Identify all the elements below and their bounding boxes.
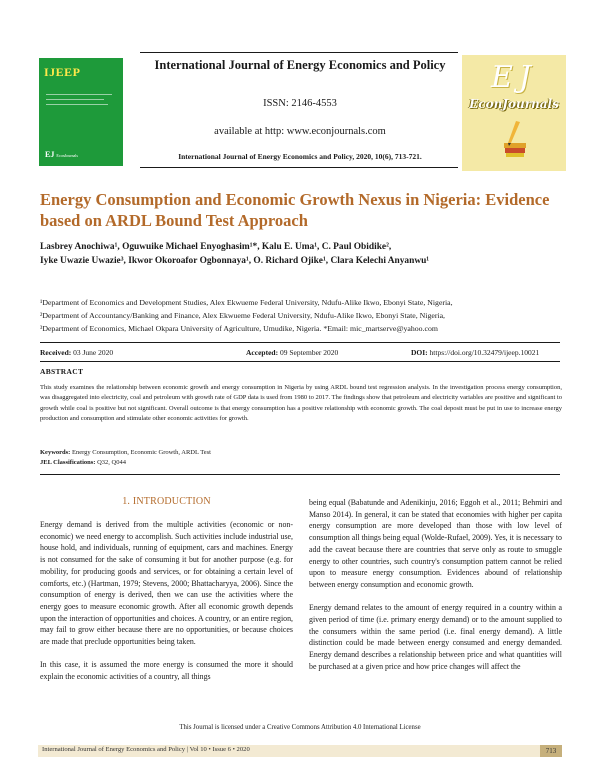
affiliation: ³Department of Economics, Michael Okpara University of Agriculture, Umudike, Nigeria. *Email: mic_martserve@yahoo.com (40, 324, 438, 333)
cover-line (46, 104, 108, 105)
right-column (309, 497, 562, 684)
cover-brand: EJ EconJournals (45, 150, 78, 159)
cover-line (46, 94, 112, 95)
meta-top-rule (40, 342, 560, 343)
issn: ISSN: 2146-4553 (263, 98, 337, 109)
affiliations (40, 296, 570, 335)
journal-cover (39, 58, 123, 166)
abstract-heading: ABSTRACT (40, 367, 84, 376)
affiliation: ¹Department of Economics and Development Studies, Alex Ekwueme Federal University, Ndufu-Alike Ikwo, Ebonyi State, Nigeria, (40, 298, 453, 307)
authors-line: Iyke Uwazie Uwazie³, Ikwor Okoroafor Ogbonnaya¹, O. Richard Ojike¹, Clara Kelechi Anyanwu¹ (40, 256, 430, 266)
license-note: This Journal is licensed under a Creative Commons Attribution 4.0 International License (179, 724, 421, 731)
left-column (40, 519, 293, 695)
authors-line: Lasbrey Anochiwa¹, Oguwuike Michael Enyoghasim¹*, Kalu E. Uma¹, C. Paul Obidike², (40, 242, 392, 252)
footer-journal-line: International Journal of Energy Economics and Policy | Vol 10 • Issue 6 • 2020 (42, 746, 250, 753)
paragraph: Energy demand is derived from the multiple activities (economic or non-economic) we need energy to accomplish. Such activities include industrial use, house hold, and individuals, running of equipment, cars and machines. Energy is not consumed for the sake of consuming it but for another purpose (e.g. for mobility, for producing goods and services, or for obtaining a certain level of comforts, etc.) (Hartman, 1979; Stevens, 2000; Bhattacharyya, 2006). Since the consumption of energy is derived, then we can use the activities where the energy goes to measure economic growth. After all economic growth depends upon the interaction of opportunities and choices. A country, or an entire region, may fail to grow either because there are no opportunities, or because choices are made that preclude opportunities being taken. (40, 520, 293, 647)
citation: International Journal of Energy Economics and Policy, 2020, 10(6), 713-721. (178, 152, 422, 161)
keywords-block: Keywords: Energy Consumption, Economic Growth, ARDL Test JEL Classifications: Q32, Q044 (40, 449, 211, 467)
paragraph: In this case, it is assumed the more energy is consumed the more it should explain the economic activities of a country, all things (40, 660, 293, 682)
accepted-date: Accepted: 09 September 2020 (246, 348, 339, 357)
journal-title: International Journal of Energy Economics and Policy (154, 58, 446, 72)
abstract-rule (40, 474, 560, 475)
meta-bottom-rule (40, 361, 560, 362)
header-top-rule (140, 52, 458, 53)
received-date: Received: 03 June 2020 (40, 348, 114, 357)
page-footer (38, 745, 562, 757)
affiliation: ²Department of Accountancy/Banking and Finance, Alex Ekwueme Federal University, Ndufu-Alike Ikwo, Ebonyi State, Nigeria, (40, 311, 445, 320)
section-heading: 1. INTRODUCTION (122, 496, 211, 507)
paragraph: Energy demand relates to the amount of energy required in a country within a given period of time (i.e. primary energy demand) or to the amount supplied to the consumers within the same period (i.e. final energy demand). A little distinction could be made between energy consumed and energy demanded. Energy demand describes a relationship between price and what quantities will be purchased at a given price and how price changes will affect the (309, 603, 562, 671)
cover-line (46, 99, 104, 100)
cover-title: IJEEP (44, 65, 81, 79)
doi[interactable]: DOI: https://doi.org/10.32479/ijeep.10021 (411, 348, 540, 357)
logo-mark: EJ (491, 60, 537, 95)
author-list (40, 240, 570, 268)
page-number: 713 (540, 745, 562, 757)
logo-brand: EconJournals (469, 97, 559, 111)
econjournals-logo (462, 55, 566, 171)
paper-title: Energy Consumption and Economic Growth Nexus in Nigeria: Evidence based on ARDL Bound Test Approach (40, 190, 550, 230)
pencil-books-icon (500, 119, 530, 159)
availability-link[interactable]: available at http: www.econjournals.com (214, 126, 386, 137)
header-bottom-rule (140, 167, 458, 168)
abstract-text: This study examines the relationship between economic growth and energy consumption in Nigeria by using ARDL bound test regression analysis. In the investigation process energy consumption, was disaggregated into electricity, coal and petroleum with growth rate of GDP data is used from 1980 to 2017. The findings show that petroleum and electricity variables are positive and significant to growth while coal is positive but not significant. Overall outcome is that energy consumption has a positive relationship with economic growth. The coal deposit must be put in use to increase energy production and consumption and stimulate other economic activities for growth. (40, 384, 562, 423)
paragraph: being equal (Babatunde and Adenikinju, 2016; Eggoh et al., 2011; Behmiri and Manso 2014). In general, it can be stated that economies with higher per capita energy consumption are more developed than those with low level of consumption all things being equal (Wolde-Rufael, 2009). Yes, it is necessary to add the caveat because there are countries that serve only as route to smuggle energy to other countries, such country's consumption pattern cannot be relied upon to measure energy consumption. Evidences abound of relationship between energy consumption and economic growth. (309, 498, 562, 589)
